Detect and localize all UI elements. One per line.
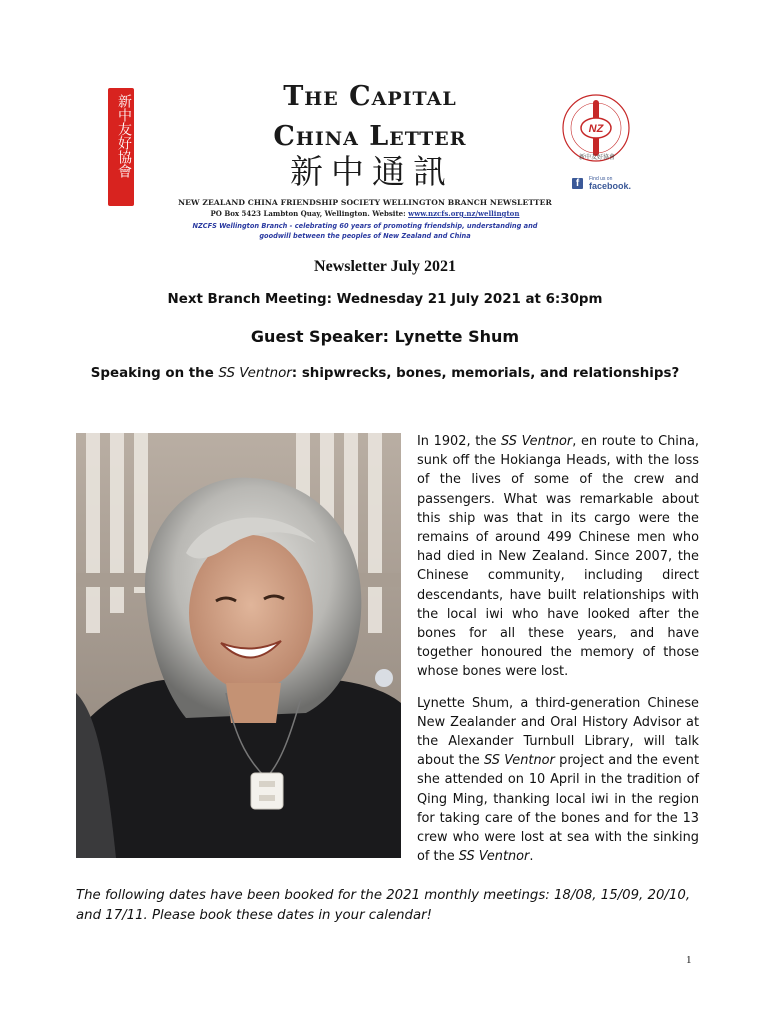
address-text: PO Box 5423 Lambton Quay, Wellington. Website:: [210, 209, 409, 218]
p2-ship-name-2: SS Ventnor: [458, 849, 530, 865]
topic-suffix: : shipwrecks, bones, memorials, and relationships?: [291, 366, 680, 381]
seal-text: 新中友好協會: [116, 94, 132, 178]
logo-chinese-text: 新中友好協會: [578, 154, 615, 161]
masthead-tagline-2: goodwill between the peoples of New Zealand and China: [259, 232, 471, 240]
logo-text: NZ: [588, 123, 604, 135]
p2-text-b: project and the event she attended on 10 April in the tradition of Qing Ming, thanking local iwi in the region for taking care of the bones and for the 13 crew who were lost at sea with the sinking of the: [417, 753, 699, 865]
masthead-address: [165, 209, 565, 218]
website-link[interactable]: www.nzcfs.org.nz/wellington: [408, 209, 520, 218]
article-paragraph-1: [417, 432, 699, 682]
guest-speaker-heading: Guest Speaker: Lynette Shum: [250, 327, 520, 346]
p1-text-a: In 1902, the: [417, 434, 502, 449]
p2-ship-name: SS Ventnor: [484, 753, 555, 769]
newsletter-date-heading: Newsletter July 2021: [314, 258, 456, 275]
next-meeting-heading: Next Branch Meeting: Wednesday 21 July 2021 at 6:30pm: [167, 292, 603, 307]
article-paragraph-2: [417, 694, 699, 867]
newsletter-title-line1: The Capital: [283, 81, 457, 112]
p1-ship-name: SS Ventnor: [501, 434, 573, 449]
talk-topic: [0, 366, 770, 381]
p2-text-a: Lynette Shum, a third-generation Chinese New Zealander and Oral History Advisor at the Alexander Turnbull Library, will talk about the: [417, 695, 699, 769]
facebook-find-text: Find us on: [589, 176, 613, 182]
p1-text-b: , en route to China, sunk off the Hokianga Heads, with the loss of the lives of some of the crew and passengers. What was remarkable about this ship was that in its cargo were the remains of around 499 Chinese men who had died in New Zealand. Since 2007, the Chinese community, including direct descendants, have built relationships with the local iwi who have looked after the bones for all these years, and have together honoured the memory of those whose bones were lost.: [417, 434, 699, 680]
page-number: 1: [686, 954, 692, 966]
facebook-link[interactable]: [572, 176, 642, 192]
meeting-dates-note: The following dates have been booked for the 2021 monthly meetings: 18/08, 15/09, 20/10, and 17/11. Please book these dates in your calendar!: [76, 888, 691, 923]
article-body: [417, 432, 699, 878]
facebook-name: facebook.: [589, 181, 632, 191]
p2-text-c: .: [529, 849, 534, 865]
masthead-subtitle: NEW ZEALAND CHINA FRIENDSHIP SOCIETY WELLINGTON BRANCH NEWSLETTER: [178, 198, 552, 207]
topic-ship-name: SS Ventnor: [218, 366, 292, 381]
facebook-icon: f: [572, 178, 583, 189]
topic-prefix: Speaking on the: [90, 366, 219, 381]
masthead-tagline-1: NZCFS Wellington Branch - celebrating 60 years of promoting friendship, understanding and: [192, 222, 538, 230]
chinese-title: 新中通訊: [290, 152, 454, 191]
newsletter-title-line2: China Letter: [273, 121, 467, 152]
speaker-photo: [76, 433, 401, 858]
society-seal: [108, 88, 134, 206]
